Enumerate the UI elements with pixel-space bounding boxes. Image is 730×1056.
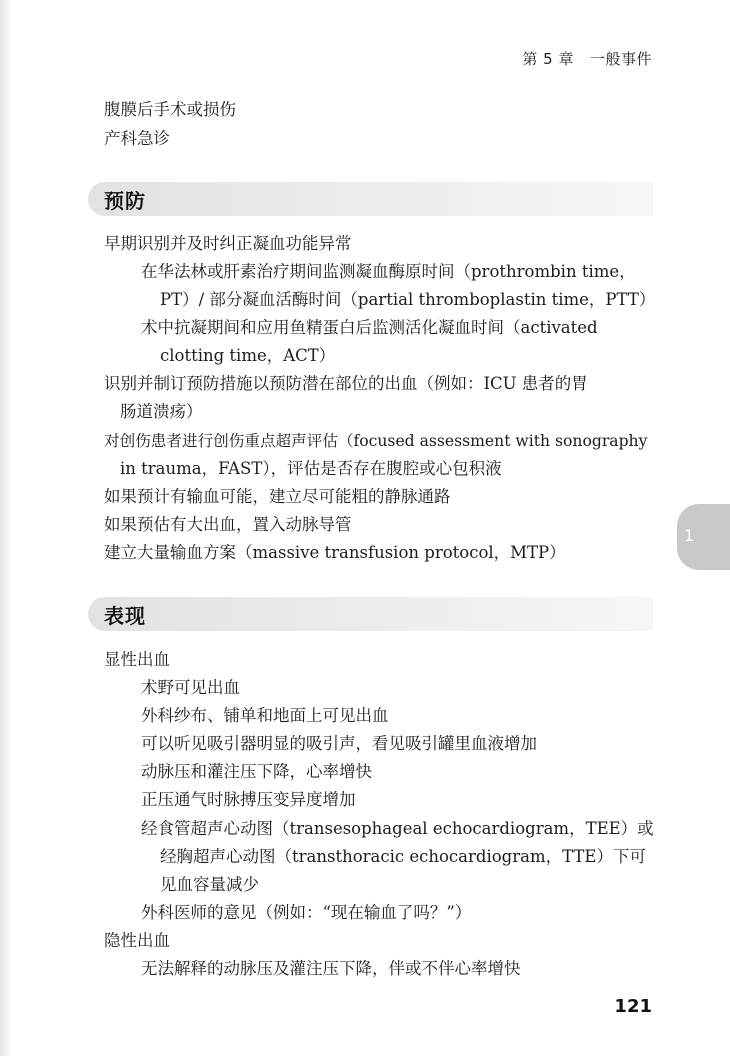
list-item: 术中抗凝期间和应用鱼精蛋白后监测活化凝血时间（activated (141, 318, 598, 337)
chapter-thumb-tab (677, 504, 730, 570)
list-item-continuation: clotting time，ACT） (160, 346, 336, 365)
list-item: 无法解释的动脉压及灌注压下降，伴或不伴心率增快 (141, 959, 521, 978)
list-item: 识别并制订预防措施以预防潜在部位的出血（例如：ICU 患者的胃 (104, 374, 588, 393)
text-line: 产科急诊 (104, 129, 170, 148)
chapter-title: 一般事件 (589, 50, 652, 68)
text-line: 腹膜后手术或损伤 (104, 100, 236, 119)
list-item-continuation: 肠道溃疡） (120, 402, 203, 421)
list-item: 如果预计有输血可能，建立尽可能粗的静脉通路 (104, 487, 451, 506)
section-heading-prevention (88, 182, 653, 216)
section-title: 表现 (104, 604, 146, 628)
list-item: 经食管超声心动图（transesophageal echocardiogram，TEE）或 (141, 819, 654, 838)
list-item: 如果预估有大出血，置入动脉导管 (104, 515, 352, 534)
list-item: 显性出血 (104, 650, 170, 669)
running-header (522, 48, 652, 69)
list-item-continuation: PT）/ 部分凝血活酶时间（partial thromboplastin time，PTT） (160, 290, 656, 309)
list-item: 隐性出血 (104, 931, 170, 950)
list-item-continuation: 见血容量减少 (160, 875, 259, 894)
thumb-tab-label: 1 (684, 526, 695, 545)
list-item: 在华法林或肝素治疗期间监测凝血酶原时间（prothrombin time， (141, 262, 636, 281)
list-item: 外科医师的意见（例如：“现在输血了吗？”） (141, 903, 472, 922)
list-item: 正压通气时脉搏压变异度增加 (141, 790, 356, 809)
chapter-label: 第 5 章 (522, 50, 574, 68)
list-item: 外科纱布、铺单和地面上可见出血 (141, 706, 389, 725)
list-item-continuation: 经胸超声心动图（transthoracic echocardiogram，TTE）下可 (160, 847, 646, 866)
list-item: 早期识别并及时纠正凝血功能异常 (104, 234, 352, 253)
section-heading-presentation (88, 597, 653, 631)
list-item-continuation: in trauma，FAST），评估是否存在腹腔或心包积液 (120, 459, 502, 478)
page-gutter-shadow (0, 0, 12, 1056)
page-number: 121 (614, 996, 652, 1017)
list-item: 可以听见吸引器明显的吸引声，看见吸引罐里血液增加 (141, 734, 537, 753)
list-item: 建立大量输血方案（massive transfusion protocol，MTP） (104, 543, 566, 562)
list-item: 动脉压和灌注压下降，心率增快 (141, 762, 372, 781)
list-item: 对创伤患者进行创伤重点超声评估（focused assessment with sonography (104, 432, 648, 450)
section-title: 预防 (104, 189, 146, 213)
list-item: 术野可见出血 (141, 678, 240, 697)
